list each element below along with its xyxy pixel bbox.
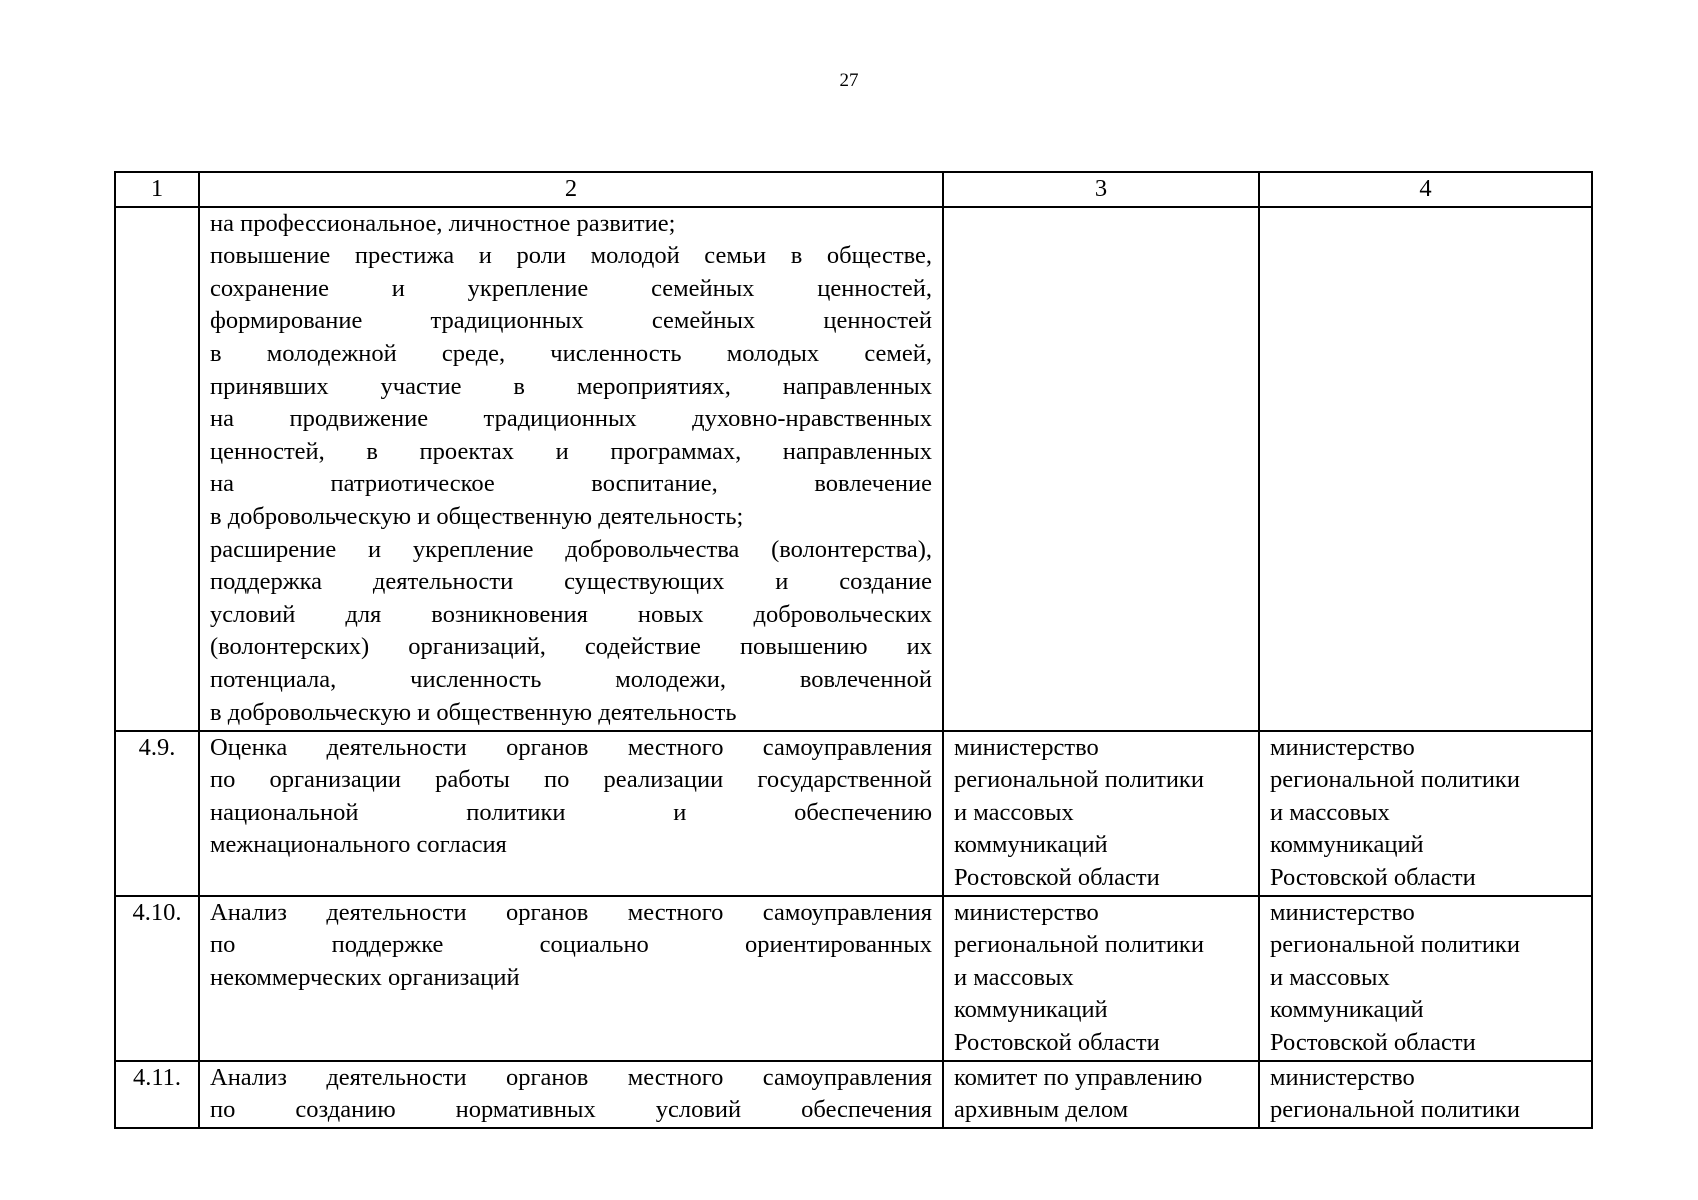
description-line: в добровольческую и общественную деятельность; [210,502,744,530]
responsible-line: региональной политики [954,766,1204,794]
description-line: национальной политики и обеспечению [210,798,932,826]
responsible-line: региональной политики [954,931,1204,959]
page-number: 27 [839,70,859,91]
description-line: по поддержке социально ориентированных [210,931,932,959]
responsible-line: министерство [954,898,1099,926]
description-line: некоммерческих организаций [210,963,520,991]
column-number-1: 1 [115,172,199,207]
responsible-line: комитет по управлению [954,1063,1203,1091]
coexecutor-line: Ростовской области [1270,1028,1476,1056]
description-line: повышение престижа и роли молодой семьи в обществе, [210,242,932,270]
coexecutor-line: Ростовской области [1270,863,1476,891]
row-description [199,1061,943,1128]
coexecutor-line: министерство [1270,1063,1415,1091]
row-coexecutor [1259,731,1592,896]
description-line: принявших участие в мероприятиях, направленных [210,372,932,400]
coexecutor-line: региональной политики [1270,766,1520,794]
row-number: 4.11. [115,1061,199,1128]
description-line: Оценка деятельности органов местного самоуправления [210,733,932,761]
column-number-2: 2 [199,172,943,207]
description-line: (волонтерских) организаций, содействие повышению их [210,633,932,661]
row-responsible [943,1061,1259,1128]
description-line: условий для возникновения новых добровольческих [210,600,932,628]
coexecutor-line: и массовых [1270,798,1390,826]
row-number [115,207,199,731]
row-responsible [943,896,1259,1061]
column-number-4: 4 [1259,172,1592,207]
description-line: на патриотическое воспитание, вовлечение [210,470,932,498]
row-number: 4.9. [115,731,199,896]
row-description [199,207,943,731]
description-line: формирование традиционных семейных ценностей [210,307,932,335]
row-number: 4.10. [115,896,199,1061]
description-line: Анализ деятельности органов местного самоуправления [210,898,932,926]
description-line: на продвижение традиционных духовно-нравственных [210,405,932,433]
row-coexecutor [1259,1061,1592,1128]
coexecutor-line: коммуникаций [1270,996,1424,1024]
responsible-line: Ростовской области [954,863,1160,891]
responsible-line: министерство [954,733,1099,761]
responsible-line: и массовых [954,798,1074,826]
column-number-3: 3 [943,172,1259,207]
description-line: межнационального согласия [210,831,507,859]
description-line: ценностей, в проектах и программах, направленных [210,437,932,465]
coexecutor-line: региональной политики [1270,1096,1520,1124]
description-line: по организации работы по реализации государственной [210,766,932,794]
responsible-line: и массовых [954,963,1074,991]
table-row-4-10 [115,896,1592,1061]
responsible-line: коммуникаций [954,831,1108,859]
coexecutor-line: министерство [1270,898,1415,926]
coexecutor-line: министерство [1270,733,1415,761]
row-coexecutor [1259,896,1592,1061]
description-line: сохранение и укрепление семейных ценностей, [210,274,932,302]
responsible-line: архивным делом [954,1096,1129,1124]
table-row-4-9 [115,731,1592,896]
table-row-4-11 [115,1061,1592,1128]
description-line: в добровольческую и общественную деятельность [210,698,737,726]
description-line: потенциала, численность молодежи, вовлеченной [210,665,932,693]
description-line: поддержка деятельности существующих и создание [210,568,932,596]
table-row-continuation [115,207,1592,731]
description-line: по созданию нормативных условий обеспечения [210,1096,932,1124]
row-coexecutor [1259,207,1592,731]
description-line: расширение и укрепление добровольчества (волонтерства), [210,535,932,563]
row-description [199,896,943,1061]
row-description [199,731,943,896]
responsible-line: коммуникаций [954,996,1108,1024]
description-line: в молодежной среде, численность молодых семей, [210,339,932,367]
row-responsible [943,731,1259,896]
measures-table [114,171,1593,1129]
row-responsible [943,207,1259,731]
description-line: Анализ деятельности органов местного самоуправления [210,1063,932,1091]
description-line: на профессиональное, личностное развитие; [210,209,676,237]
coexecutor-line: региональной политики [1270,931,1520,959]
coexecutor-line: и массовых [1270,963,1390,991]
responsible-line: Ростовской области [954,1028,1160,1056]
coexecutor-line: коммуникаций [1270,831,1424,859]
column-number-row [115,172,1592,207]
